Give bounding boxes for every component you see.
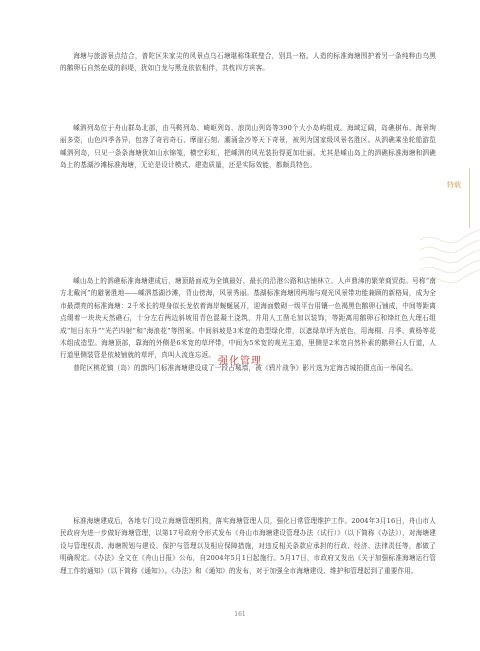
paragraph: 嵊泗列岛位于舟山群岛北部，由马鞍列岛、崎岖列岛、浪岗山列岛等390个大小岛屿组成。海域辽阔，岛礁棋布、海景绚丽多姿，山色四季各异，包容了奇岩奇石、摩崖石刻、潮涌金沙等天下奇景，被列为国家级风景名胜区。从泗礁乘坐轮船游览嵊泗列岛，只见一条条海塘犹如山水锦笺，横空彩虹，把嵊泗的风光装扮得更加壮丽。尤其是嵊山岛上的泗礁标准海塘和泗礁岛上的基湖沙滩标准海塘，无论是设计模式、建造质量，还是实际效能，都颇具特色。	[60, 124, 436, 170]
section-title: 强化管理	[218, 356, 262, 367]
page-number: 161	[234, 611, 246, 618]
management-paragraph-block	[60, 515, 436, 577]
paragraph: 嵊山岛上的泗礁标准海塘建成后，塘顶路面成为全镇最好、最长的沿港公路和店铺林立、人声鼎沸的繁荣商贸街。号称“南方北戴河”的避暑胜地——嵊泗基湖沙滩，背山傍海，风景秀丽。基湖标准海塘因两端与观光风景带功能兼顾的新格局，成为全市最漂亮的标准海塘：2千米长的堤身似长龙依着海岸蜿蜒展开，迎海面敷砌一级平台用镶一色褐黑色鹅卵石铺成，中间等距离点缀着一块块天然礁石，十分左右两边斜坡用青色混凝土浇筑，并用人工凿毛加以装饰，等距离用鹅卵石和绛红色大理石组成“旭日东升”“光芒四射”和“海浪花”等图案。中间斜坡是3米宽的造型绿化带，以遮绿草坪为底色，用海桐、月季、黄杨等花木组成造型。海塘顶部，靠海的外侧是6米宽的草坪带，中间为5米宽的观光主道，里侧是2米宽自然朴素的鹅卵石人行道，人行道里侧装管是依坡铺就的草坪，真叫人流连忘返。	[60, 277, 436, 360]
intro-paragraph-block	[60, 50, 436, 75]
paragraph: 标准海塘建成后，各地专门设立海塘管理机构，落实海塘管理人员，强化日常管理维护工作。2004年3月16日，舟山市人民政府为进一步做好海塘管理，以第17号政府令形式发布《舟山市海塘建设管理办法（试行）》（以下简称《办法》），对海塘建设与管理权责、海塘规划与建设、保护与管理以及相应保障措施，对违反相关条款应承担的行政、经济、法律责任等，都做了明确规定。《办法》全文在《舟山日报》公布，自2004年5月1日起施行。5月17日，市政府又发出《关于加强标准海塘运行管理工作的通知》（以下简称《通知》）。《办法》和《通知》的发布，对于加强全市海塘建设、维护和管理起到了重要作用。	[60, 517, 436, 575]
paragraph: 普陀区桃花镇（岛）的鹊玛门标准海塘建设成了一段占城墙，被《鸦片战争》影片选为定海古城拍摄点而一举闻名。	[73, 363, 418, 372]
section-side-tab: 特载	[447, 181, 461, 189]
main-paragraph-block	[60, 122, 436, 172]
paragraph: 海塘与旅游景点结合，普陀区朱家尖的风景点乌石塘堪称珠联璧合，别具一格。人造的标准海塘围护着另一条纯粹由乌黑的鹅卵石自然垒成的斜堤，犹如白龙与黑龙依依相伴，共枕四方宾客。	[60, 52, 436, 73]
